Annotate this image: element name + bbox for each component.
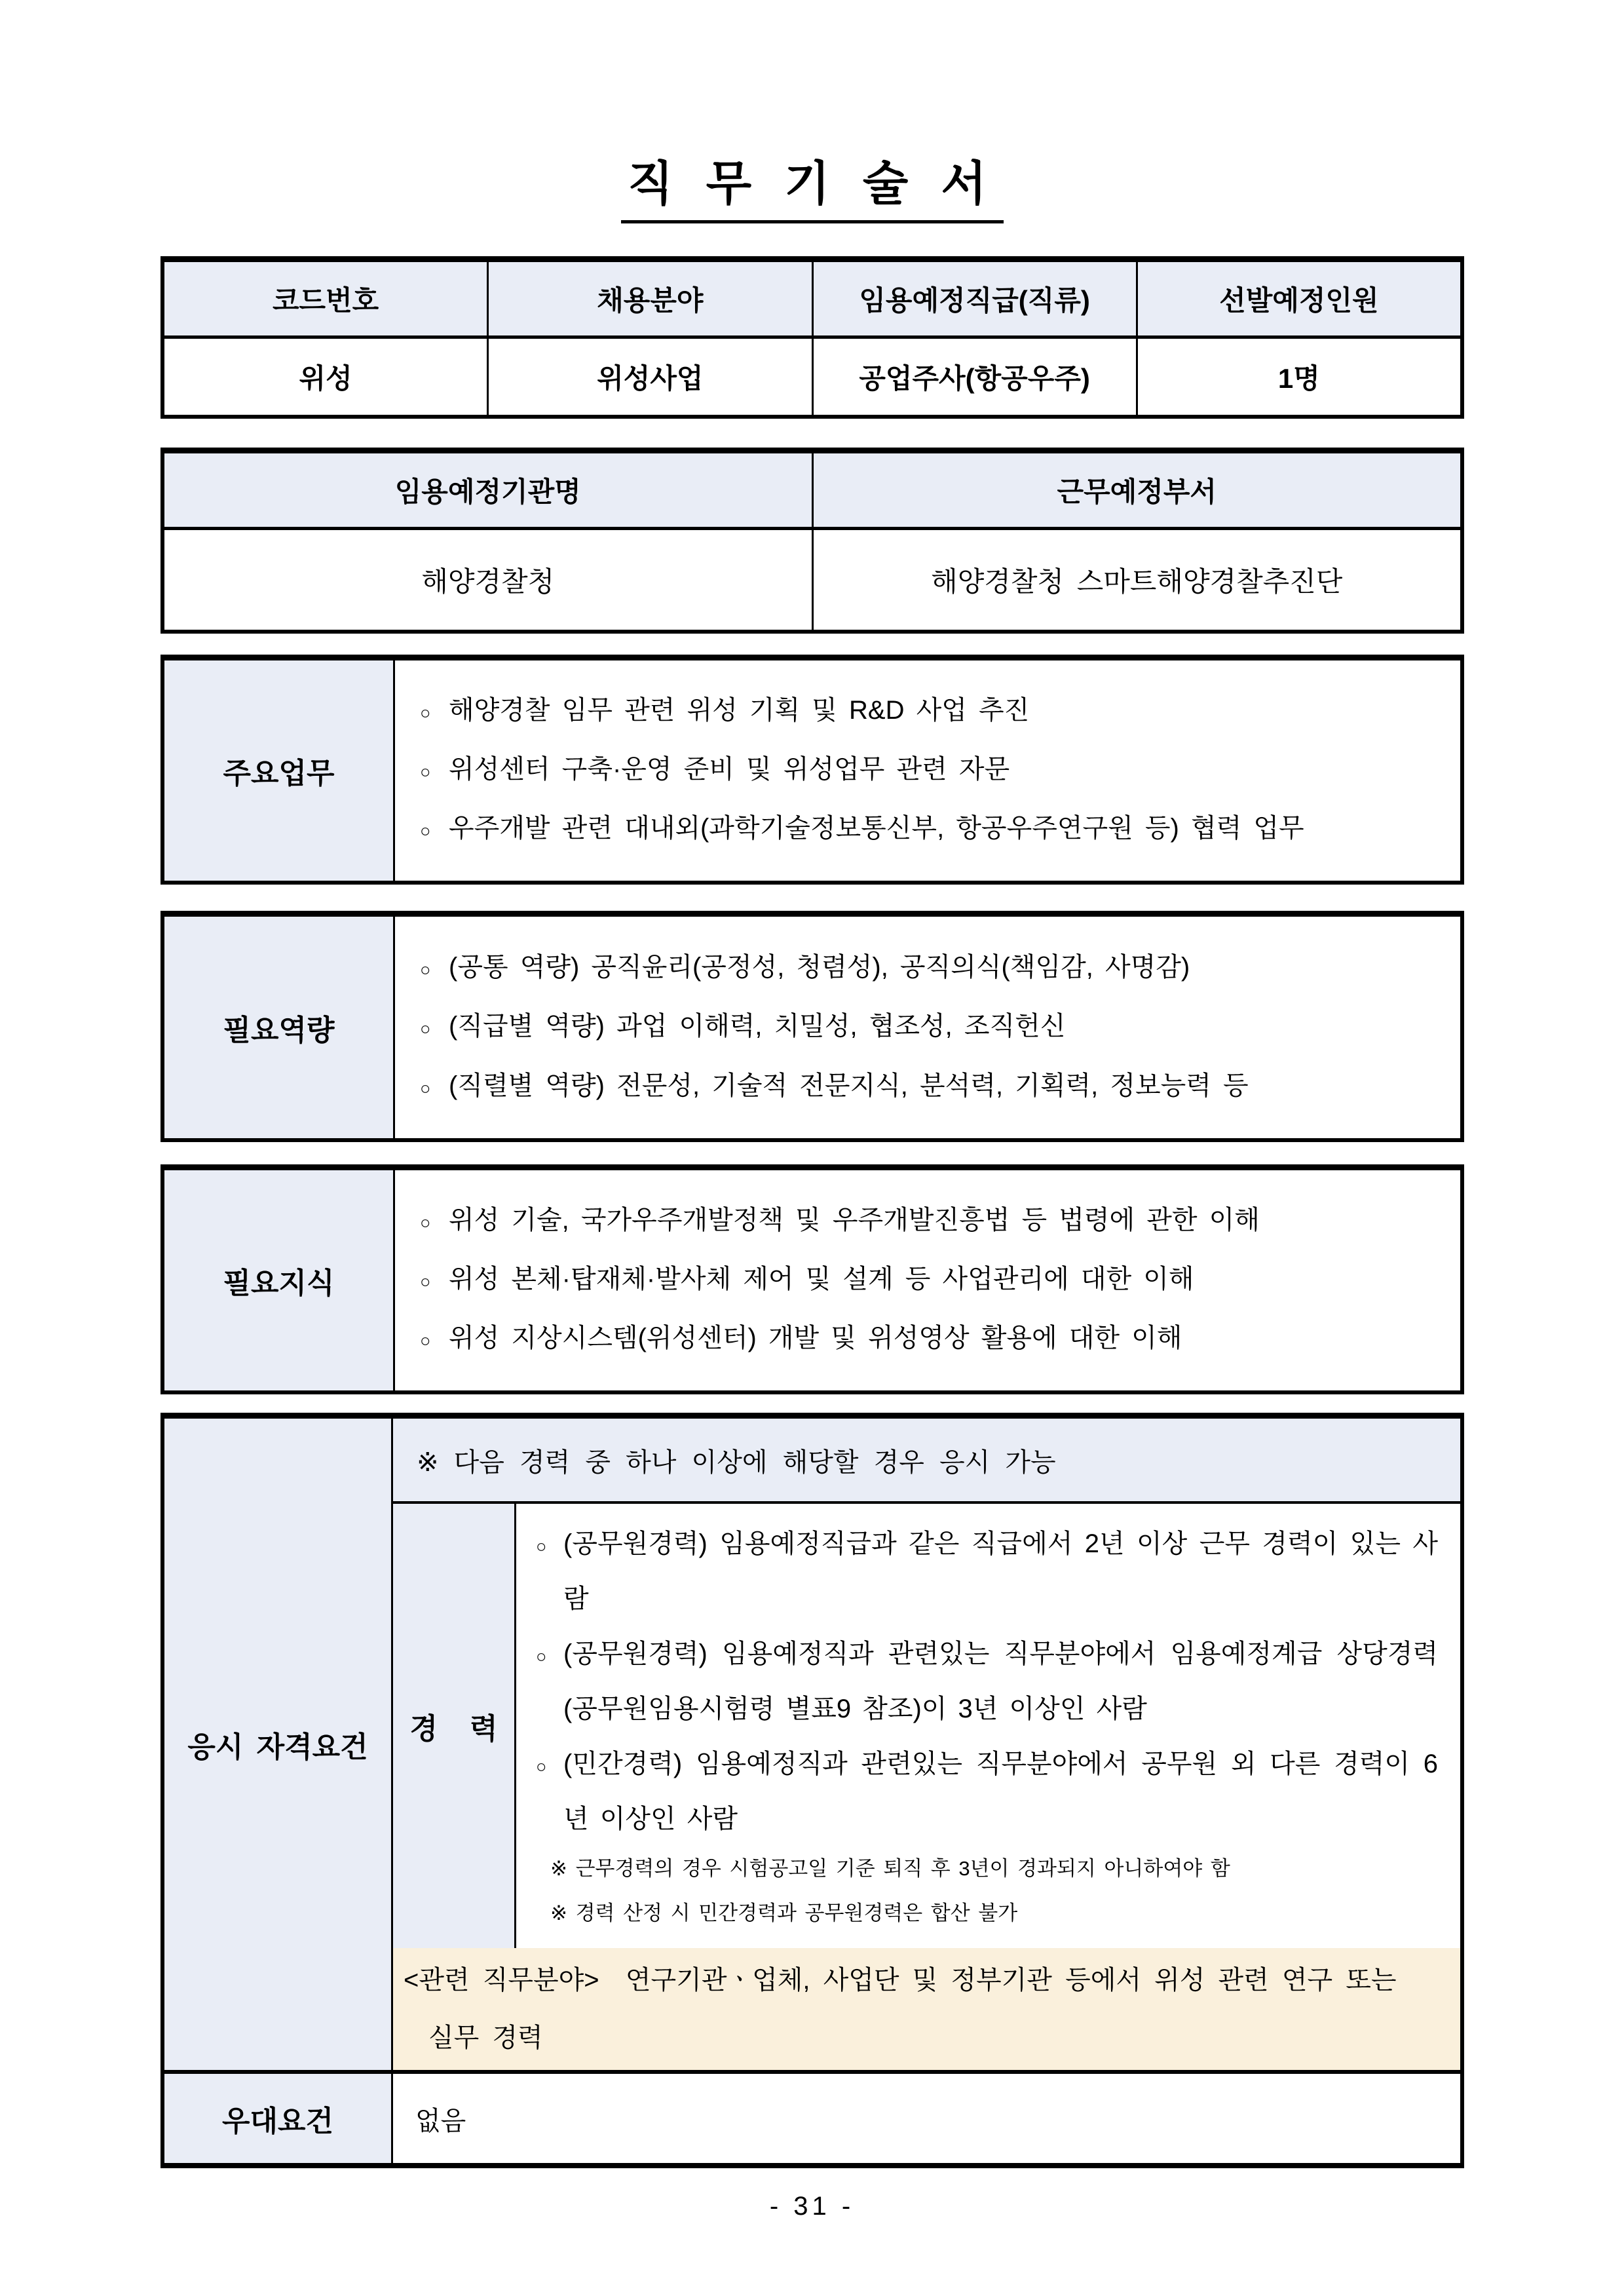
circle-bullet-icon: ○	[536, 1537, 547, 1556]
required-competency-body	[395, 917, 1460, 1138]
list-item	[420, 1067, 1434, 1107]
circle-bullet-icon: ○	[420, 1272, 431, 1292]
preference-value: 없음	[393, 2070, 1460, 2163]
section-required-competency	[161, 911, 1464, 1142]
list-item-text: 위성 본체·탑재체·발사체 제어 및 설계 등 사업관리에 대한 이해	[449, 1265, 1194, 1293]
eligibility-label: 응시 자격요건	[164, 1419, 393, 2070]
career-note: ※ 근무경력의 경우 시험공고일 기준 퇴직 후 3년이 경과되지 아니하여야 함	[550, 1857, 1230, 1880]
related-field-cell	[393, 1948, 1460, 2070]
agency-table-header-row	[164, 453, 1460, 530]
circle-bullet-icon: ○	[420, 1213, 431, 1233]
career-note: ※ 경력 산정 시 민간경력과 공무원경력은 합산 불가	[550, 1902, 1018, 1924]
list-item-text: 위성센터 구축·운영 준비 및 위성업무 관련 자문	[449, 755, 1010, 784]
list-item	[420, 949, 1434, 988]
list-item-text: (직급별 역량) 과업 이해력, 치밀성, 협조성, 조직헌신	[449, 1012, 1066, 1041]
list-item	[420, 1261, 1434, 1300]
circle-bullet-icon: ○	[420, 1019, 431, 1039]
required-knowledge-body	[395, 1170, 1460, 1390]
career-item	[536, 1516, 1438, 1626]
list-item	[420, 1008, 1434, 1047]
recruit-header-code: 코드번호	[164, 262, 487, 335]
preference-label: 우대요건	[164, 2070, 393, 2163]
list-item-text: (공통 역량) 공직윤리(공정성, 청렴성), 공직의식(책임감, 사명감)	[449, 952, 1190, 982]
eligibility-table	[161, 1413, 1464, 2168]
recruit-value-code: 위성	[299, 363, 352, 394]
recruit-header-grade: 임용예정직급(직류)	[812, 262, 1136, 335]
career-item	[536, 1736, 1438, 1846]
list-item-text: 우주개발 관련 대내외(과학기술정보통신부, 항공우주연구원 등) 협력 업무	[449, 814, 1304, 843]
recruit-table-header-row	[164, 262, 1460, 339]
agency-header-org: 임용예정기관명	[164, 453, 812, 527]
list-item	[420, 751, 1434, 790]
career-item-text: (민간경력) 임용예정직과 관련있는 직무분야에서 공무원 외 다른 경력이 6년 이상인 사람	[563, 1750, 1438, 1833]
recruit-header-field: 채용분야	[487, 262, 811, 335]
required-knowledge-label: 필요지식	[164, 1170, 395, 1390]
recruit-table	[161, 256, 1464, 419]
circle-bullet-icon: ○	[420, 821, 431, 841]
recruit-value-headcount: 1명	[1136, 339, 1460, 415]
list-item-text: 위성 기술, 국가우주개발정책 및 우주개발진흥법 등 법령에 관한 이해	[449, 1206, 1260, 1234]
list-item	[420, 1202, 1434, 1241]
main-duties-label: 주요업무	[164, 660, 395, 881]
agency-table	[161, 448, 1464, 634]
career-body	[516, 1504, 1460, 1948]
circle-bullet-icon: ○	[420, 959, 431, 980]
circle-bullet-icon: ○	[420, 762, 431, 782]
circle-bullet-icon: ○	[420, 1331, 431, 1350]
agency-header-dept: 근무예정부서	[812, 453, 1461, 527]
circle-bullet-icon: ○	[536, 1757, 547, 1776]
recruit-value-field: 위성사업	[487, 339, 811, 415]
related-field-text: <관련 직무분야> 연구기관ㆍ업체, 사업단 및 정부기관 등에서 위성 관련 연구 또는 실무 경력	[404, 1966, 1410, 2052]
circle-bullet-icon: ○	[420, 703, 431, 723]
circle-bullet-icon: ○	[536, 1647, 547, 1666]
page-number: - 31 -	[769, 2192, 855, 2221]
eligibility-intro-note: ※ 다음 경력 중 하나 이상에 해당할 경우 응시 가능	[393, 1419, 1460, 1504]
recruit-header-headcount: 선발예정인원	[1136, 262, 1460, 335]
career-item	[536, 1626, 1438, 1736]
list-item	[420, 1320, 1434, 1359]
agency-table-data-row	[164, 530, 1460, 630]
main-duties-body	[395, 660, 1460, 881]
recruit-value-grade: 공업주사(항공우주)	[812, 339, 1136, 415]
recruit-table-data-row	[164, 339, 1460, 415]
section-main-duties	[161, 655, 1464, 885]
agency-value-dept: 해양경찰청 스마트해양경찰추진단	[812, 530, 1461, 630]
career-item-text: (공무원경력) 임용예정직급과 같은 직급에서 2년 이상 근무 경력이 있는 사람	[563, 1529, 1438, 1613]
title-wrap	[161, 0, 1464, 223]
agency-value-org: 해양경찰청	[421, 566, 555, 597]
career-label: 경 력	[393, 1504, 516, 1948]
career-item-text: (공무원경력) 임용예정직과 관련있는 직무분야에서 임용예정계급 상당경력(공무원임용시험령 별표9 참조)이 3년 이상인 사람	[563, 1639, 1438, 1723]
list-item-text: (직렬별 역량) 전문성, 기술적 전문지식, 분석력, 기획력, 정보능력 등	[449, 1071, 1249, 1100]
page-title: 직 무 기 술 서	[621, 145, 1004, 223]
section-required-knowledge	[161, 1164, 1464, 1394]
list-item-text: 해양경찰 임무 관련 위성 기획 및 R&D 사업 추진	[449, 696, 1030, 725]
required-competency-label: 필요역량	[164, 917, 395, 1138]
list-item-text: 위성 지상시스템(위성센터) 개발 및 위성영상 활용에 대한 이해	[449, 1324, 1182, 1352]
list-item	[420, 810, 1434, 849]
page-content	[161, 0, 1464, 2168]
list-item	[420, 692, 1434, 731]
circle-bullet-icon: ○	[420, 1078, 431, 1098]
